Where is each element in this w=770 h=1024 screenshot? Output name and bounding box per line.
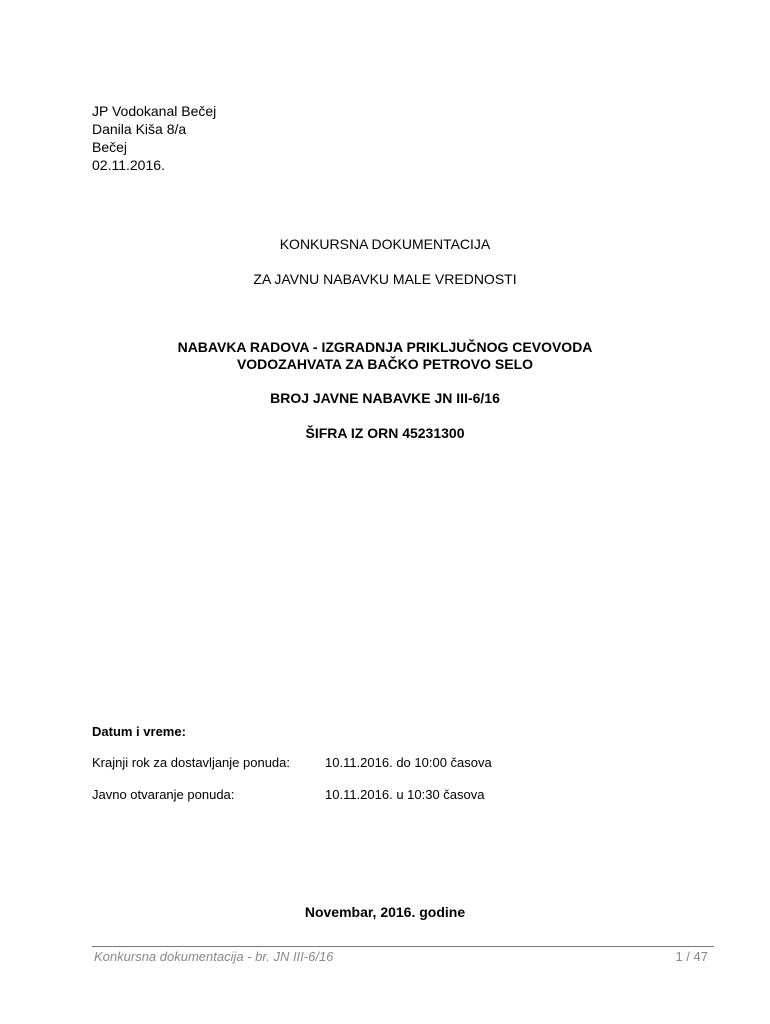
sender-street: Danila Kiša 8/a [92, 121, 187, 137]
sender-organization: JP Vodokanal Bečej [92, 103, 217, 119]
date-row-value: 10.11.2016. u 10:30 časova [325, 787, 485, 802]
footer-page-number: 1 / 47 [675, 949, 708, 964]
footer-document-reference: Konkursna dokumentacija - br. JN III-6/16 [94, 949, 334, 964]
date-row-label: Krajnji rok za dostavljanje ponuda: [92, 755, 291, 770]
date-row-opening [92, 787, 485, 802]
closing-date: Novembar, 2016. godine [304, 904, 466, 920]
subject-line-1: NABAVKA RADOVA - IZGRADNJA PRIKLJUČNOG CEVOVODA [177, 339, 593, 355]
sender-address-block [92, 102, 216, 174]
subject-line-2: VODOZAHVATA ZA BAČKO PETROVO SELO [236, 356, 534, 372]
dates-heading: Datum i vreme: [92, 724, 186, 739]
footer-divider [92, 946, 714, 947]
date-row-value: 10.11.2016. do 10:00 časova [325, 755, 492, 770]
orn-code: ŠIFRA IZ ORN 45231300 [305, 425, 465, 441]
sender-city: Bečej [92, 139, 128, 155]
date-row-label: Javno otvaranje ponuda: [92, 787, 235, 802]
document-subtitle: ZA JAVNU NABAVKU MALE VREDNOSTI [253, 271, 517, 287]
document-title: KONKURSNA DOKUMENTACIJA [279, 236, 491, 252]
procurement-number: BROJ JAVNE NABAVKE JN III-6/16 [270, 390, 500, 406]
date-row-deadline [92, 755, 492, 770]
document-date: 02.11.2016. [92, 157, 165, 173]
